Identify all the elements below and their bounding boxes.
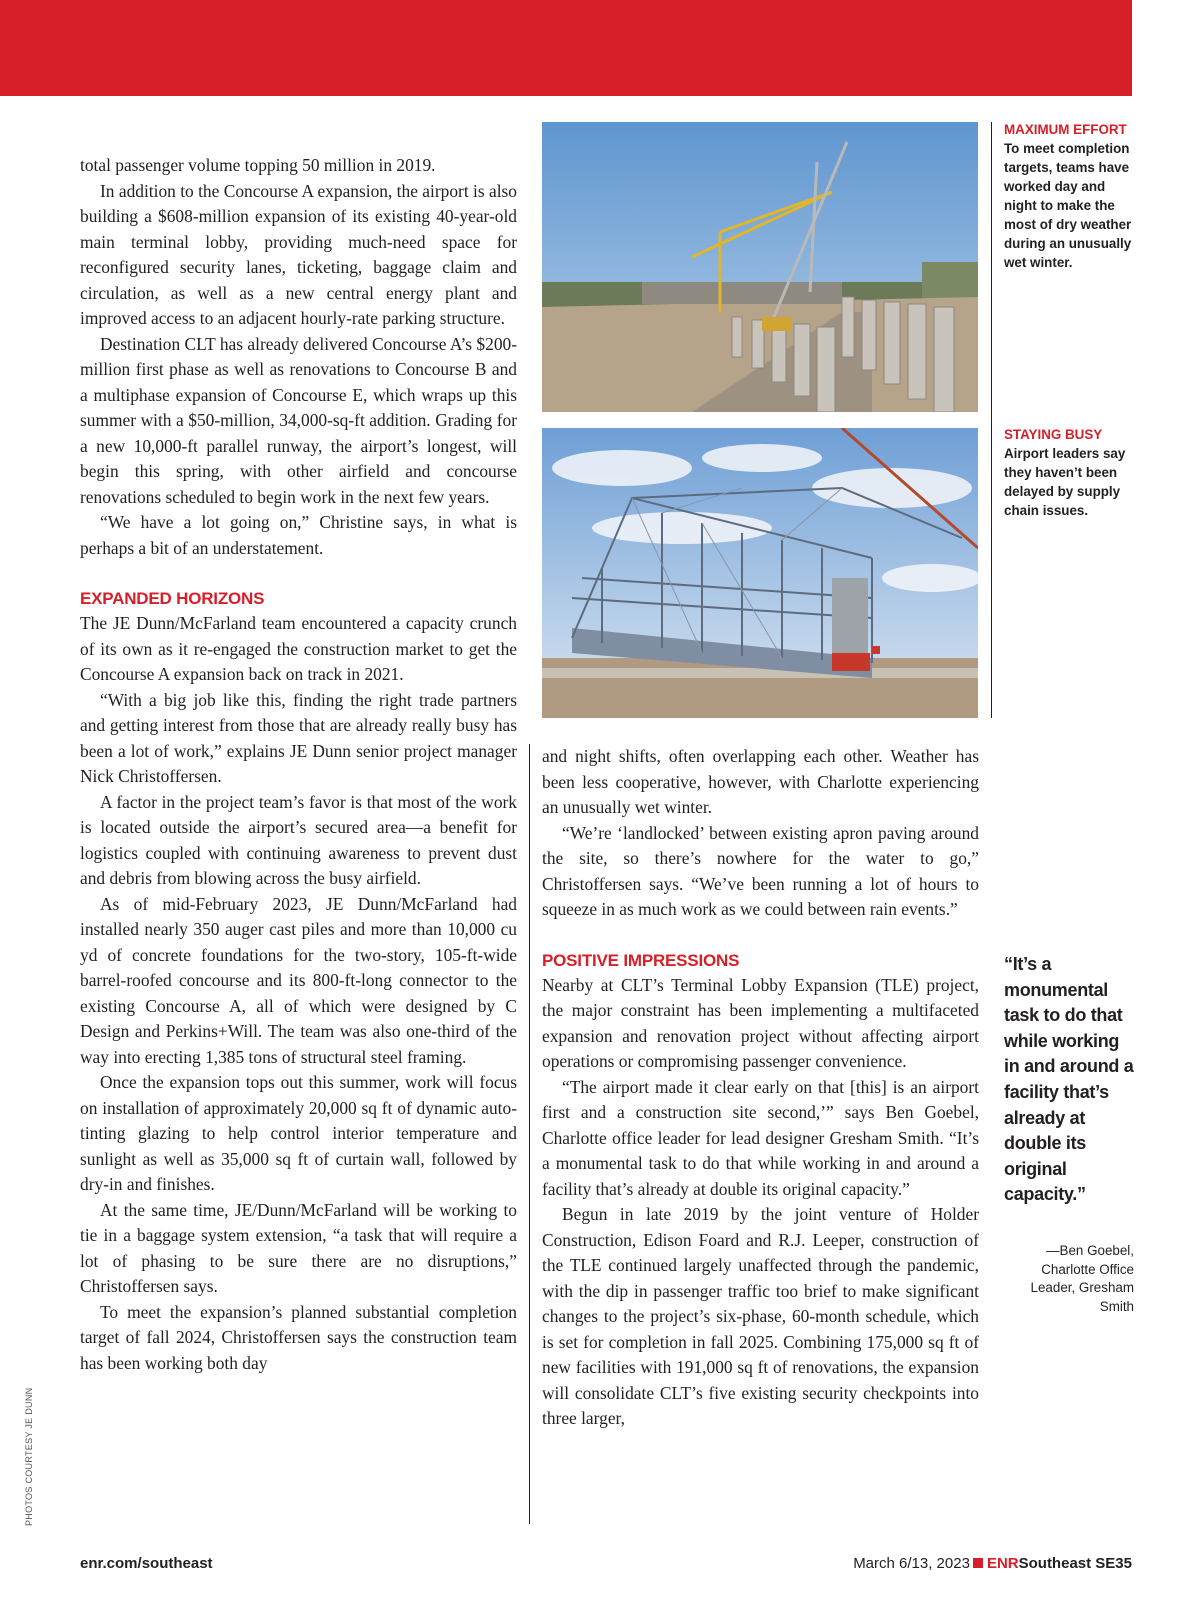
article-paragraph: Destination CLT has already delivered Concourse A’s $200-million first phase as well as renovations to Concourse B and a multiphase expansion of Concourse E, which wraps up this summer with a $50-million, 34,000-sq-ft addition. Grading for a new 10,000-ft parallel runway, the airport’s longest, will begin this spring, with other airfield and concourse renovations scheduled to begin work in the next few years. bbox=[80, 333, 517, 507]
header-color-band bbox=[0, 0, 1132, 96]
caption-kicker: MAXIMUM EFFORT bbox=[1004, 122, 1127, 137]
caption-text: To meet completion targets, teams have worked day and night to make the most of dry weather during an unusually wet winter. bbox=[1004, 141, 1132, 270]
article-paragraph: and night shifts, often overlapping each other. Weather has been less cooperative, however, with Charlotte experiencing an unusually wet winter. bbox=[542, 746, 979, 817]
construction-photo-steel-frame bbox=[542, 428, 978, 718]
section-heading: EXPANDED HORIZONS bbox=[80, 589, 265, 608]
article-paragraph: “We have a lot going on,” Christine says, in what is perhaps a bit of an understatement. bbox=[80, 512, 517, 558]
article-paragraph: As of mid-February 2023, JE Dunn/McFarland had installed nearly 350 auger cast piles and more than 10,000 cu yd of concrete foundations for the two-story, 105-ft-wide barrel-roofed concourse and its 800-ft-long connector to the existing Concourse A, all of which were designed by C Design and Perkins+Will. The team was also one-third of the way into erecting 1,385 tons of structural steel framing. bbox=[80, 893, 517, 1067]
article-paragraph: “With a big job like this, finding the right trade partners and getting interest from those that are already really busy has been a lot of work,” explains JE Dunn senior project manager Nick Christoffersen. bbox=[80, 689, 517, 786]
photo-caption-maximum-effort bbox=[1004, 120, 1134, 272]
section-heading: POSITIVE IMPRESSIONS bbox=[542, 950, 740, 970]
article-paragraph: total passenger volume topping 50 million in 2019. bbox=[80, 155, 436, 175]
article-paragraph: Once the expansion tops out this summer, work will focus on installation of approximately 20,000 sq ft of dynamic auto-tinting glazing to help control interior temperature and sunlight as well as 35,000 sq ft of curtain wall, followed by dry-in and finishes. bbox=[80, 1072, 517, 1194]
construction-photo-cranes bbox=[542, 122, 978, 412]
photo-caption-staying-busy bbox=[1004, 425, 1134, 520]
article-paragraph: “The airport made it clear early on that [this] is an airport first and a construction site second,’” says Ben Goebel, Charlotte office leader for lead designer Gresham Smith. “It’s a monumental task to do that while working in and around a facility that’s already at double its original capacity.” bbox=[542, 1076, 979, 1199]
article-paragraph: In addition to the Concourse A expansion, the airport is also building a $608-million expansion of its existing 40-year-old main terminal lobby, providing much-need space for reconfigured security lanes, ticketing, baggage claim and circulation, as well as a new central energy plant and improved access to an adjacent hourly-rate parking structure. bbox=[80, 180, 517, 328]
article-column-1 bbox=[80, 153, 517, 1376]
caption-text: Airport leaders say they haven’t been delayed by supply chain issues. bbox=[1004, 446, 1126, 518]
article-paragraph: To meet the expansion’s planned substantial completion target of fall 2024, Christoffersen says the construction team has been working both day bbox=[80, 1301, 517, 1373]
article-column-2 bbox=[542, 744, 979, 1432]
article-paragraph: The JE Dunn/McFarland team encountered a capacity crunch of its own as it re-engaged the construction market to get the Concourse A expansion back on track in 2021. bbox=[80, 613, 517, 684]
square-bullet-icon bbox=[973, 1558, 983, 1568]
pull-quote: “It’s a monumental task to do that while working in and around a facility that’s already at double its original capacity.” bbox=[1004, 954, 1134, 1205]
page-number: SE35 bbox=[1095, 1555, 1132, 1572]
section-spacer bbox=[80, 561, 517, 586]
article-paragraph: “We’re ‘landlocked’ between existing apron paving around the site, so there’s nowhere for the water to go,” Christoffersen says. “We’ve been running a lot of hours to squeeze in as much work as we could between rain events.” bbox=[542, 822, 979, 919]
article-paragraph: At the same time, JE/Dunn/McFarland will be working to tie in a baggage system extension, “a task that will require a lot of phasing to be sure there are no disruptions,” Christoffersen says. bbox=[80, 1199, 517, 1296]
magazine-brand: ENR bbox=[986, 1555, 1019, 1572]
article-paragraph: Nearby at CLT’s Terminal Lobby Expansion (TLE) project, the major constraint has been implementing a multifaceted expansion and renovation project without affecting airport operations or compromising passenger convenience. bbox=[542, 974, 979, 1071]
article-paragraph: Begun in late 2019 by the joint venture of Holder Construction, Edison Foard and R.J. Leeper, construction of the TLE continued largely unaffected through the pandemic, with the dip in passenger traffic too brief to make significant changes to the project’s six-phase, 60-month schedule, which is set for completion in fall 2025. Combining 175,000 sq ft of new facilities with 191,000 sq ft of renovations, the expansion will consolidate CLT’s five existing security checkpoints into three larger, bbox=[542, 1204, 979, 1428]
column-divider bbox=[529, 744, 530, 1524]
article-paragraph: A factor in the project team’s favor is that most of the work is located outside the airport’s secured area—a benefit for logistics coupled with continuing awareness to prevent dust and debris from blowing across the busy airfield. bbox=[80, 791, 517, 888]
issue-date: March 6/13, 2023 bbox=[853, 1555, 970, 1572]
section-name: Southeast bbox=[1018, 1555, 1092, 1572]
pull-quote-attribution: —Ben Goebel, Charlotte Office Leader, Gresham Smith bbox=[1030, 1243, 1134, 1314]
footer-url[interactable]: enr.com/southeast bbox=[80, 1555, 213, 1572]
photo-divider bbox=[991, 122, 992, 718]
section-spacer bbox=[542, 923, 979, 948]
photo-credit: PHOTOS COURTESY JE DUNN bbox=[24, 1387, 34, 1526]
caption-kicker: STAYING BUSY bbox=[1004, 427, 1103, 442]
footer-folio bbox=[853, 1555, 1132, 1572]
